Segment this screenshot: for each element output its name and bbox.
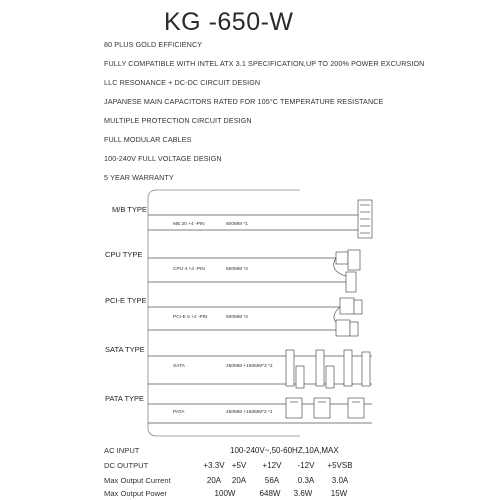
feature-item: 5 YEAR WARRANTY xyxy=(104,173,174,182)
feature-item: JAPANESE MAIN CAPACITORS RATED FOR 105°C TEMPERATURE RESISTANCE xyxy=(104,97,384,106)
sata-cable xyxy=(148,350,372,388)
dc-output-cell: +5VSB xyxy=(327,461,353,470)
connector-name: PCI-E 6 +2 -PIN xyxy=(173,315,208,320)
product-title: KG -650-W xyxy=(164,8,294,36)
cable-length: 650MM *2 xyxy=(226,267,248,272)
cable-type-label: SATA TYPE xyxy=(105,345,145,354)
max-current-label: Max Output Current xyxy=(104,476,171,485)
connector-name: CPU 4 +4 -PIN xyxy=(173,267,205,272)
cable-type-label: PATA TYPE xyxy=(105,394,145,403)
feature-item: MULTIPLE PROTECTION CIRCUIT DESIGN xyxy=(104,116,252,125)
connector-name: SATA xyxy=(173,364,185,369)
feature-item: 100-240V FULL VOLTAGE DESIGN xyxy=(104,154,222,163)
feature-item: FULL MODULAR CABLES xyxy=(104,135,192,144)
dc-output-cell: -12V xyxy=(297,461,315,470)
connector-name: PATA xyxy=(173,410,185,415)
max-current-cell: 0.3A xyxy=(297,476,315,485)
ac-input-label: AC INPUT xyxy=(104,446,140,455)
cable-length: 600MM *2 xyxy=(226,315,248,320)
feature-item: 80 PLUS GOLD EFFICIENCY xyxy=(104,40,203,49)
mb-cable xyxy=(148,200,372,238)
max-current-cell: 20A xyxy=(206,476,222,485)
max-current-cell: 3.0A xyxy=(331,476,349,485)
feature-item: LLC RESONANCE + DC-DC CIRCUIT DESIGN xyxy=(104,78,261,87)
connector-name: MB 20 +4 -PIN xyxy=(173,222,205,227)
cable-type-label: PCI-E TYPE xyxy=(105,296,147,305)
cable-length: 600MM *1 xyxy=(226,222,248,227)
max-power-label: Max Output Power xyxy=(104,489,167,498)
feature-item: FULLY COMPATIBLE WITH INTEL ATX 3.1 SPECIFICATION,UP TO 200% POWER EXCURSION xyxy=(104,59,425,68)
dc-output-cell: +3.3V xyxy=(203,461,225,470)
max-power-cell: 3.6W xyxy=(293,489,313,498)
dc-output-cell: +5V xyxy=(231,461,247,470)
ac-input-value: 100-240V~,50-60HZ,10A,MAX xyxy=(230,446,339,455)
max-current-cell: 56A xyxy=(264,476,280,485)
max-power-cell: 15W xyxy=(330,489,348,498)
cable-length: 450MM +150MM*2 *1 xyxy=(226,410,273,415)
cable-type-label: M/B TYPE xyxy=(112,205,147,214)
cable-length: 450MM +150MM*3 *2 xyxy=(226,364,273,369)
max-power-cell: 100W xyxy=(214,489,236,498)
max-current-cell: 20A xyxy=(231,476,247,485)
dc-output-cell: +12V xyxy=(262,461,282,470)
max-power-cell: 648W xyxy=(259,489,281,498)
cable-type-label: CPU TYPE xyxy=(105,250,143,259)
psu-outline xyxy=(148,190,300,436)
dc-output-label: DC OUTPUT xyxy=(104,461,149,470)
